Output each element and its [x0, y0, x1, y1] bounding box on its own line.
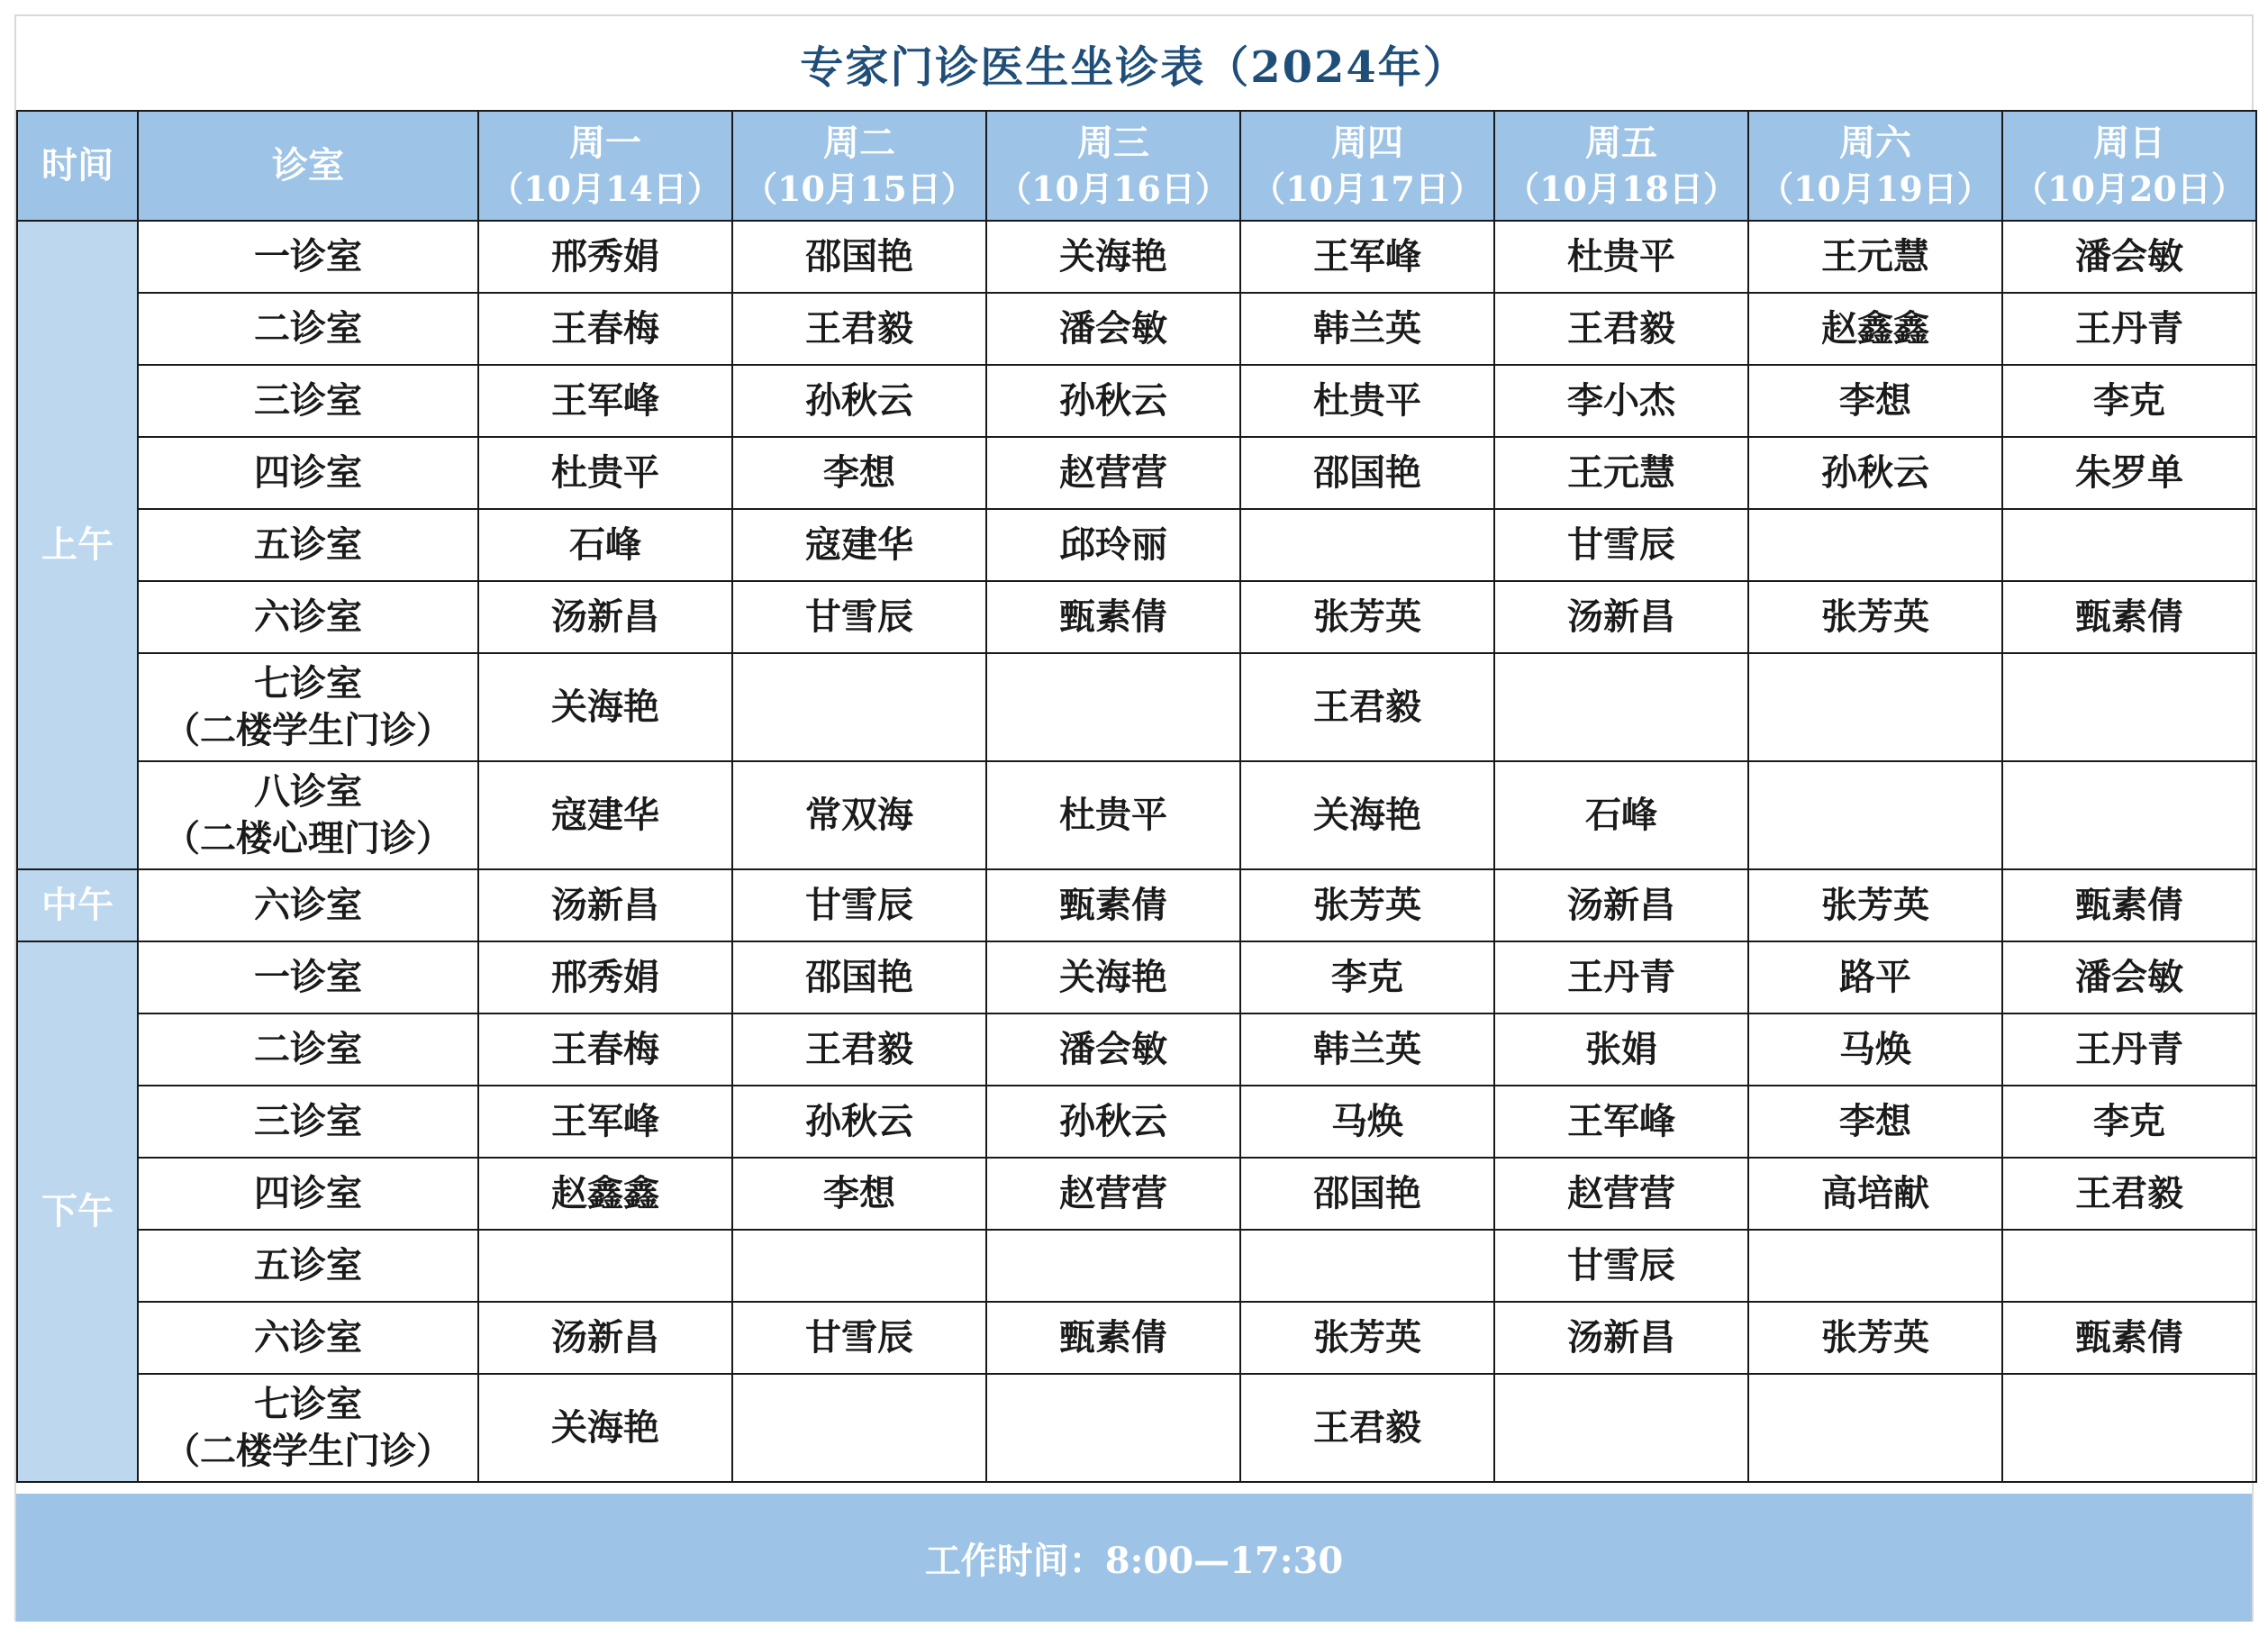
table-row: [17, 1302, 2256, 1374]
doctor-cell: 甄素倩: [986, 1302, 1240, 1374]
doctor-cell: 王丹青: [2002, 1013, 2256, 1086]
schedule-sheet: [14, 14, 2254, 1622]
table-row: [17, 1013, 2256, 1086]
doctor-cell: 王君毅: [1240, 1374, 1494, 1482]
schedule-body: [17, 221, 2256, 1482]
table-row: [17, 1230, 2256, 1302]
day-date: （10月20日）: [2013, 168, 2245, 210]
doctor-cell: [1748, 1230, 2002, 1302]
table-row: [17, 221, 2256, 293]
doctor-cell: 邢秀娟: [478, 221, 732, 293]
room-cell: [138, 1013, 478, 1086]
room-name: 二诊室: [254, 307, 362, 350]
doctor-cell: 甘雪辰: [732, 869, 986, 941]
day-name: 周五: [1585, 122, 1657, 165]
doctor-cell: 王君毅: [2002, 1158, 2256, 1230]
doctor-cell: 邵国艳: [1240, 1158, 1494, 1230]
room-cell: [138, 581, 478, 653]
doctor-cell: 王元慧: [1494, 437, 1748, 509]
room-name: 六诊室: [254, 595, 362, 638]
header-time: 时间: [17, 111, 138, 221]
table-row: [17, 365, 2256, 437]
table-row: [17, 1374, 2256, 1482]
header-day: [986, 111, 1240, 221]
day-date: （10月18日）: [1505, 168, 1737, 210]
doctor-cell: 汤新昌: [478, 581, 732, 653]
day-date: （10月19日）: [1759, 168, 1991, 210]
room-name: 四诊室: [254, 451, 362, 494]
doctor-cell: 张芳英: [1240, 1302, 1494, 1374]
doctor-cell: 邵国艳: [1240, 437, 1494, 509]
doctor-cell: 王君毅: [732, 1013, 986, 1086]
doctor-cell: 甘雪辰: [732, 1302, 986, 1374]
doctor-cell: 寇建华: [478, 761, 732, 869]
doctor-cell: [1748, 509, 2002, 581]
room-cell: [138, 941, 478, 1013]
doctor-cell: 张芳英: [1240, 581, 1494, 653]
doctor-cell: 汤新昌: [478, 1302, 732, 1374]
doctor-cell: 马焕: [1748, 1013, 2002, 1086]
doctor-cell: [732, 653, 986, 761]
header-day: [2002, 111, 2256, 221]
doctor-cell: 甘雪辰: [732, 581, 986, 653]
doctor-cell: 潘会敏: [986, 293, 1240, 365]
header-room: 诊室: [138, 111, 478, 221]
doctor-cell: 甘雪辰: [1494, 1230, 1748, 1302]
room-cell: [138, 437, 478, 509]
doctor-cell: 杜贵平: [1494, 221, 1748, 293]
day-name: 周四: [1331, 122, 1403, 165]
doctor-cell: 王军峰: [1240, 221, 1494, 293]
doctor-cell: 石峰: [478, 509, 732, 581]
doctor-cell: 杜贵平: [986, 761, 1240, 869]
doctor-cell: [478, 1230, 732, 1302]
doctor-cell: 汤新昌: [478, 869, 732, 941]
table-row: [17, 869, 2256, 941]
header-day: [1240, 111, 1494, 221]
doctor-cell: 邱玲丽: [986, 509, 1240, 581]
day-name: 周六: [1839, 122, 1911, 165]
doctor-cell: 王春梅: [478, 1013, 732, 1086]
header-day: [1494, 111, 1748, 221]
doctor-cell: 潘会敏: [2002, 941, 2256, 1013]
doctor-cell: 朱罗单: [2002, 437, 2256, 509]
doctor-cell: 赵鑫鑫: [1748, 293, 2002, 365]
doctor-cell: 寇建华: [732, 509, 986, 581]
day-date: （10月15日）: [743, 168, 975, 210]
doctor-cell: 赵营营: [1494, 1158, 1748, 1230]
doctor-cell: 李克: [2002, 1086, 2256, 1158]
doctor-cell: [2002, 761, 2256, 869]
header-row: [17, 111, 2256, 221]
doctor-cell: [986, 1374, 1240, 1482]
doctor-cell: 高培献: [1748, 1158, 2002, 1230]
doctor-cell: [2002, 1230, 2256, 1302]
doctor-cell: 汤新昌: [1494, 1302, 1748, 1374]
doctor-cell: [1494, 653, 1748, 761]
room-name: 六诊室: [254, 884, 362, 926]
table-row: [17, 941, 2256, 1013]
table-row: [17, 1158, 2256, 1230]
header-day: [732, 111, 986, 221]
doctor-cell: [1240, 1230, 1494, 1302]
room-name: 七诊室: [254, 1383, 362, 1425]
room-cell: [138, 761, 478, 869]
room-cell: [138, 1158, 478, 1230]
doctor-cell: 杜贵平: [1240, 365, 1494, 437]
schedule-table: [16, 110, 2257, 1483]
doctor-cell: 关海艳: [986, 941, 1240, 1013]
room-name: 二诊室: [254, 1028, 362, 1070]
doctor-cell: 赵鑫鑫: [478, 1158, 732, 1230]
doctor-cell: 韩兰英: [1240, 1013, 1494, 1086]
work-hours-footer: 工作时间：8:00—17:30: [16, 1494, 2252, 1622]
period-cell: 上午: [17, 221, 138, 869]
doctor-cell: 李克: [2002, 365, 2256, 437]
table-row: [17, 1086, 2256, 1158]
doctor-cell: [1748, 1374, 2002, 1482]
doctor-cell: 邵国艳: [732, 221, 986, 293]
day-date: （10月16日）: [997, 168, 1229, 210]
period-cell: 下午: [17, 941, 138, 1482]
doctor-cell: 关海艳: [478, 653, 732, 761]
doctor-cell: 张芳英: [1748, 869, 2002, 941]
room-cell: [138, 509, 478, 581]
doctor-cell: 关海艳: [478, 1374, 732, 1482]
doctor-cell: 王军峰: [478, 1086, 732, 1158]
room-cell: [138, 1302, 478, 1374]
day-name: 周三: [1077, 122, 1149, 165]
room-cell: [138, 869, 478, 941]
day-name: 周二: [823, 122, 895, 165]
doctor-cell: 石峰: [1494, 761, 1748, 869]
room-note: （二楼学生门诊）: [164, 709, 452, 751]
doctor-cell: 常双海: [732, 761, 986, 869]
doctor-cell: 张芳英: [1748, 1302, 2002, 1374]
room-name: 三诊室: [254, 379, 362, 422]
doctor-cell: 王军峰: [478, 365, 732, 437]
doctor-cell: [1494, 1374, 1748, 1482]
room-cell: [138, 1086, 478, 1158]
doctor-cell: 王君毅: [732, 293, 986, 365]
doctor-cell: [2002, 509, 2256, 581]
doctor-cell: 赵营营: [986, 437, 1240, 509]
doctor-cell: 潘会敏: [2002, 221, 2256, 293]
doctor-cell: 甄素倩: [2002, 869, 2256, 941]
doctor-cell: 甄素倩: [2002, 581, 2256, 653]
table-row: [17, 581, 2256, 653]
doctor-cell: 张芳英: [1748, 581, 2002, 653]
doctor-cell: [986, 1230, 1240, 1302]
page-title: 专家门诊医生坐诊表（2024年）: [800, 41, 1468, 93]
doctor-cell: 王军峰: [1494, 1086, 1748, 1158]
room-cell: [138, 221, 478, 293]
room-cell: [138, 365, 478, 437]
doctor-cell: [732, 1374, 986, 1482]
doctor-cell: 马焕: [1240, 1086, 1494, 1158]
doctor-cell: 杜贵平: [478, 437, 732, 509]
doctor-cell: 张娟: [1494, 1013, 1748, 1086]
room-cell: [138, 1230, 478, 1302]
doctor-cell: 李想: [1748, 1086, 2002, 1158]
room-name: 四诊室: [254, 1172, 362, 1214]
room-name: 七诊室: [254, 662, 362, 704]
table-row: [17, 509, 2256, 581]
header-day: [478, 111, 732, 221]
doctor-cell: [986, 653, 1240, 761]
doctor-cell: 孙秋云: [732, 1086, 986, 1158]
doctor-cell: 甄素倩: [986, 581, 1240, 653]
room-name: 六诊室: [254, 1316, 362, 1359]
doctor-cell: 孙秋云: [986, 365, 1240, 437]
doctor-cell: 孙秋云: [1748, 437, 2002, 509]
doctor-cell: 王春梅: [478, 293, 732, 365]
room-note: （二楼学生门诊）: [164, 1430, 452, 1472]
day-name: 周日: [2093, 122, 2165, 165]
doctor-cell: 汤新昌: [1494, 869, 1748, 941]
doctor-cell: 李想: [732, 1158, 986, 1230]
table-row: [17, 761, 2256, 869]
day-date: （10月14日）: [489, 168, 721, 210]
doctor-cell: 王丹青: [2002, 293, 2256, 365]
room-name: 一诊室: [254, 956, 362, 998]
doctor-cell: 王君毅: [1240, 653, 1494, 761]
doctor-cell: 甄素倩: [2002, 1302, 2256, 1374]
table-row: [17, 437, 2256, 509]
room-name: 五诊室: [254, 1244, 362, 1286]
doctor-cell: 汤新昌: [1494, 581, 1748, 653]
doctor-cell: 张芳英: [1240, 869, 1494, 941]
doctor-cell: [1748, 761, 2002, 869]
room-cell: [138, 653, 478, 761]
room-name: 三诊室: [254, 1100, 362, 1142]
doctor-cell: [1240, 509, 1494, 581]
doctor-cell: 关海艳: [986, 221, 1240, 293]
room-name: 五诊室: [254, 523, 362, 566]
room-name: 八诊室: [254, 770, 362, 813]
day-name: 周一: [569, 122, 641, 165]
room-cell: [138, 293, 478, 365]
doctor-cell: 潘会敏: [986, 1013, 1240, 1086]
doctor-cell: [1748, 653, 2002, 761]
doctor-cell: 赵营营: [986, 1158, 1240, 1230]
doctor-cell: 邵国艳: [732, 941, 986, 1013]
room-note: （二楼心理门诊）: [164, 817, 452, 859]
table-row: [17, 653, 2256, 761]
doctor-cell: 关海艳: [1240, 761, 1494, 869]
doctor-cell: 甄素倩: [986, 869, 1240, 941]
doctor-cell: 孙秋云: [732, 365, 986, 437]
doctor-cell: 李想: [732, 437, 986, 509]
room-cell: [138, 1374, 478, 1482]
doctor-cell: 孙秋云: [986, 1086, 1240, 1158]
doctor-cell: 李克: [1240, 941, 1494, 1013]
doctor-cell: 邢秀娟: [478, 941, 732, 1013]
room-name: 一诊室: [254, 235, 362, 277]
doctor-cell: 王丹青: [1494, 941, 1748, 1013]
doctor-cell: 王元慧: [1748, 221, 2002, 293]
doctor-cell: 路平: [1748, 941, 2002, 1013]
period-cell: 中午: [17, 869, 138, 941]
doctor-cell: 甘雪辰: [1494, 509, 1748, 581]
day-date: （10月17日）: [1251, 168, 1483, 210]
doctor-cell: [2002, 653, 2256, 761]
table-row: [17, 293, 2256, 365]
doctor-cell: [732, 1230, 986, 1302]
doctor-cell: 李想: [1748, 365, 2002, 437]
header-day: [1748, 111, 2002, 221]
doctor-cell: 王君毅: [1494, 293, 1748, 365]
doctor-cell: 李小杰: [1494, 365, 1748, 437]
doctor-cell: [2002, 1374, 2256, 1482]
doctor-cell: 韩兰英: [1240, 293, 1494, 365]
